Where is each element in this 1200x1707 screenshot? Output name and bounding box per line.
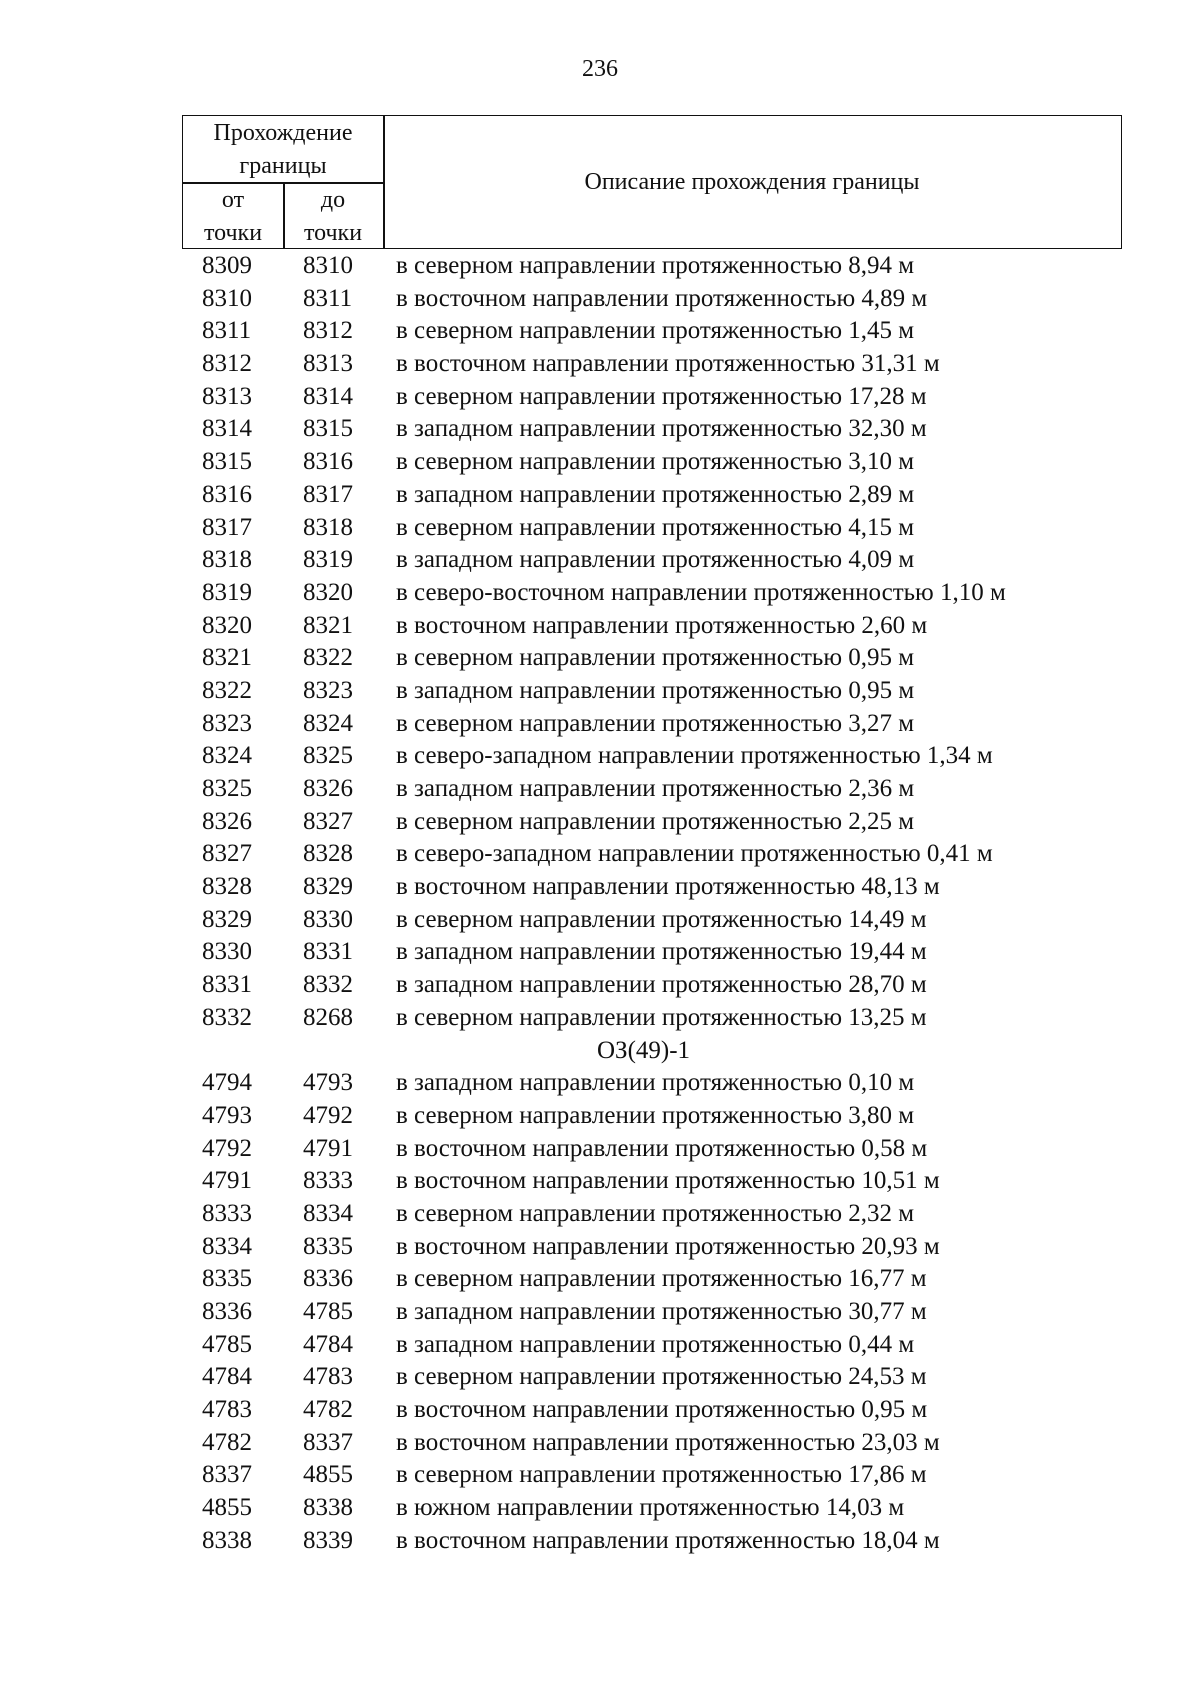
table-row	[0, 315, 1200, 348]
point-from: 8320	[202, 611, 252, 639]
point-to: 8316	[303, 448, 353, 476]
description: в северном направлении протяженностью 17,28 м	[396, 382, 927, 410]
point-from: 8315	[202, 448, 252, 476]
table-row	[0, 446, 1200, 479]
header-from-line2: точки	[203, 220, 263, 246]
point-from: 8323	[202, 709, 252, 737]
header-description: Описание прохождения границы	[584, 169, 920, 195]
table-row	[0, 936, 1200, 969]
point-from: 8312	[202, 350, 252, 378]
point-from: 4792	[202, 1134, 252, 1162]
description: в северном направлении протяженностью 3,10 м	[396, 448, 915, 476]
point-from: 4794	[202, 1069, 252, 1097]
description: в западном направлении протяженностью 2,89 м	[396, 480, 915, 508]
description: в западном направлении протяженностью 0,95 м	[396, 676, 915, 704]
table-row	[0, 1198, 1200, 1231]
table-row	[0, 1492, 1200, 1525]
point-to: 8325	[303, 742, 353, 770]
description: в западном направлении протяженностью 0,10 м	[396, 1069, 915, 1097]
point-to: 8311	[303, 284, 353, 312]
header-group-title	[183, 117, 383, 183]
description: в северном направлении протяженностью 17,86 м	[396, 1461, 927, 1489]
table-row	[0, 838, 1200, 871]
description: в северном направлении протяженностью 8,94 м	[396, 252, 915, 279]
description: в восточном направлении протяженностью 18,04 м	[396, 1526, 940, 1554]
point-from: 8318	[202, 546, 252, 574]
header-to	[283, 184, 383, 250]
table-row	[0, 806, 1200, 839]
description: в северном направлении протяженностью 0,95 м	[396, 644, 915, 672]
description: в восточном направлении протяженностью 48,13 м	[396, 873, 940, 901]
description: в северо-восточном направлении протяженностью 1,10 м	[396, 578, 1006, 606]
point-from: 8331	[202, 971, 252, 999]
header-from	[183, 184, 283, 250]
header-group-title-line1: Прохождение	[213, 120, 353, 146]
point-to: 8322	[303, 644, 353, 672]
description: в южном направлении протяженностью 14,03 м	[396, 1494, 905, 1522]
point-to: 8333	[303, 1167, 353, 1195]
description: в западном направлении протяженностью 2,36 м	[396, 775, 915, 802]
point-to: 4793	[303, 1069, 353, 1097]
point-from: 8329	[202, 905, 252, 933]
table-row	[0, 1100, 1200, 1133]
description: в северном направлении протяженностью 2,25 м	[396, 807, 915, 835]
header-group-title-line2: границы	[239, 153, 327, 179]
table-row	[0, 1067, 1200, 1100]
table-row	[0, 1427, 1200, 1460]
point-from: 4785	[202, 1330, 252, 1358]
header-from-line1: от	[221, 187, 245, 213]
section-title: ОЗ(49)-1	[597, 1036, 691, 1064]
table-row	[0, 1394, 1200, 1427]
description: в северном направлении протяженностью 3,80 м	[396, 1101, 915, 1129]
point-to: 8337	[303, 1428, 353, 1456]
point-from: 4793	[202, 1101, 252, 1129]
point-from: 8333	[202, 1199, 252, 1227]
point-from: 8310	[202, 284, 252, 312]
point-from: 8324	[202, 742, 252, 770]
point-to: 4782	[303, 1396, 353, 1424]
table-row	[0, 1296, 1200, 1329]
point-to: 8320	[303, 578, 353, 606]
description: в северном направлении протяженностью 3,27 м	[396, 709, 915, 737]
point-from: 4784	[202, 1363, 252, 1391]
point-to: 8332	[303, 971, 353, 999]
point-to: 8338	[303, 1494, 353, 1522]
point-from: 4782	[202, 1428, 252, 1456]
point-from: 8337	[202, 1461, 252, 1489]
description: в северном направлении протяженностью 14,49 м	[396, 905, 927, 933]
point-to: 4791	[303, 1134, 353, 1162]
point-from: 4855	[202, 1494, 252, 1522]
point-to: 8323	[303, 676, 353, 704]
description: в восточном направлении протяженностью 23,03 м	[396, 1428, 940, 1456]
description: в западном направлении протяженностью 4,09 м	[396, 546, 915, 574]
rows-part1	[0, 250, 1200, 1035]
point-from: 8330	[202, 938, 252, 966]
point-to: 8318	[303, 513, 353, 541]
description: в западном направлении протяженностью 19,44 м	[396, 938, 927, 966]
description: в восточном направлении протяженностью 20,93 м	[396, 1232, 940, 1260]
point-to: 4785	[303, 1298, 353, 1325]
point-to: 4783	[303, 1363, 353, 1391]
description: в восточном направлении протяженностью 10,51 м	[396, 1167, 940, 1195]
description: в восточном направлении протяженностью 0,95 м	[396, 1396, 928, 1424]
point-from: 8338	[202, 1526, 252, 1554]
point-from: 4783	[202, 1396, 252, 1424]
point-from: 8311	[202, 317, 252, 345]
header-to-line1: до	[320, 187, 346, 213]
point-to: 8321	[303, 611, 353, 639]
table-row	[0, 708, 1200, 741]
rows-part2	[0, 1067, 1200, 1557]
table-row	[0, 1263, 1200, 1296]
description: в восточном направлении протяженностью 2,60 м	[396, 611, 928, 639]
table-row	[0, 675, 1200, 708]
table-row	[0, 642, 1200, 675]
table-row	[0, 1361, 1200, 1394]
description: в восточном направлении протяженностью 4,89 м	[396, 284, 928, 312]
page-number: 236	[582, 56, 618, 82]
table-row	[0, 773, 1200, 806]
description: в северо-западном направлении протяженностью 0,41 м	[396, 840, 993, 868]
point-to: 8312	[303, 317, 353, 345]
table-header	[182, 115, 1122, 249]
description: в северном направлении протяженностью 2,32 м	[396, 1199, 915, 1227]
point-from: 8325	[202, 775, 252, 802]
point-to: 8315	[303, 415, 353, 443]
point-to: 8327	[303, 807, 353, 835]
table-row	[0, 1165, 1200, 1198]
description: в западном направлении протяженностью 0,44 м	[396, 1330, 915, 1358]
point-to: 8329	[303, 873, 353, 901]
point-from: 8317	[202, 513, 252, 541]
table-row	[0, 283, 1200, 316]
description: в северном направлении протяженностью 1,45 м	[396, 317, 915, 345]
point-to: 8328	[303, 840, 353, 868]
description: в восточном направлении протяженностью 31,31 м	[396, 350, 940, 378]
description: в северном направлении протяженностью 16,77 м	[396, 1265, 927, 1293]
table-row	[0, 1329, 1200, 1362]
table-row	[0, 904, 1200, 937]
point-to: 8268	[303, 1003, 353, 1031]
table-row	[0, 348, 1200, 381]
table-row	[0, 512, 1200, 545]
point-to: 8326	[303, 775, 353, 802]
point-to: 4855	[303, 1461, 353, 1489]
section-row	[0, 1035, 1200, 1068]
table-row	[0, 969, 1200, 1002]
description: в западном направлении протяженностью 30,77 м	[396, 1298, 927, 1325]
table-row	[0, 1231, 1200, 1264]
table-body	[0, 250, 1200, 1558]
point-to: 8324	[303, 709, 353, 737]
table-row	[0, 250, 1200, 283]
point-from: 8313	[202, 382, 252, 410]
point-from: 8327	[202, 840, 252, 868]
point-to: 8334	[303, 1199, 353, 1227]
point-from: 8316	[202, 480, 252, 508]
point-from: 8335	[202, 1265, 252, 1293]
point-from: 8332	[202, 1003, 252, 1031]
table-row	[0, 1133, 1200, 1166]
description: в западном направлении протяженностью 28,70 м	[396, 971, 927, 999]
point-to: 8331	[303, 938, 353, 966]
header-to-line2: точки	[303, 220, 363, 246]
point-to: 8336	[303, 1265, 353, 1293]
point-to: 8317	[303, 480, 353, 508]
point-to: 8310	[303, 252, 353, 279]
point-from: 8319	[202, 578, 252, 606]
point-to: 8339	[303, 1526, 353, 1554]
point-from: 4791	[202, 1167, 252, 1195]
point-to: 8313	[303, 350, 353, 378]
point-from: 8328	[202, 873, 252, 901]
table-row	[0, 413, 1200, 446]
point-from: 8336	[202, 1298, 252, 1325]
table-row	[0, 479, 1200, 512]
table-row	[0, 740, 1200, 773]
table-row	[0, 544, 1200, 577]
description: в северном направлении протяженностью 24,53 м	[396, 1363, 927, 1391]
table-row	[0, 610, 1200, 643]
table-row	[0, 381, 1200, 414]
table-row	[0, 1525, 1200, 1558]
table-row	[0, 1459, 1200, 1492]
description: в северном направлении протяженностью 13,25 м	[396, 1003, 927, 1031]
table-row	[0, 577, 1200, 610]
point-to: 4792	[303, 1101, 353, 1129]
point-to: 4784	[303, 1330, 353, 1358]
point-to: 8335	[303, 1232, 353, 1260]
point-from: 8309	[202, 252, 252, 279]
description: в западном направлении протяженностью 32,30 м	[396, 415, 927, 443]
point-to: 8314	[303, 382, 353, 410]
table-row	[0, 871, 1200, 904]
description: в северном направлении протяженностью 4,15 м	[396, 513, 915, 541]
point-to: 8330	[303, 905, 353, 933]
point-from: 8321	[202, 644, 252, 672]
description: в северо-западном направлении протяженностью 1,34 м	[396, 742, 993, 770]
point-from: 8322	[202, 676, 252, 704]
point-to: 8319	[303, 546, 353, 574]
point-from: 8334	[202, 1232, 252, 1260]
table-row	[0, 1002, 1200, 1035]
description: в восточном направлении протяженностью 0,58 м	[396, 1134, 928, 1162]
point-from: 8326	[202, 807, 252, 835]
point-from: 8314	[202, 415, 252, 443]
